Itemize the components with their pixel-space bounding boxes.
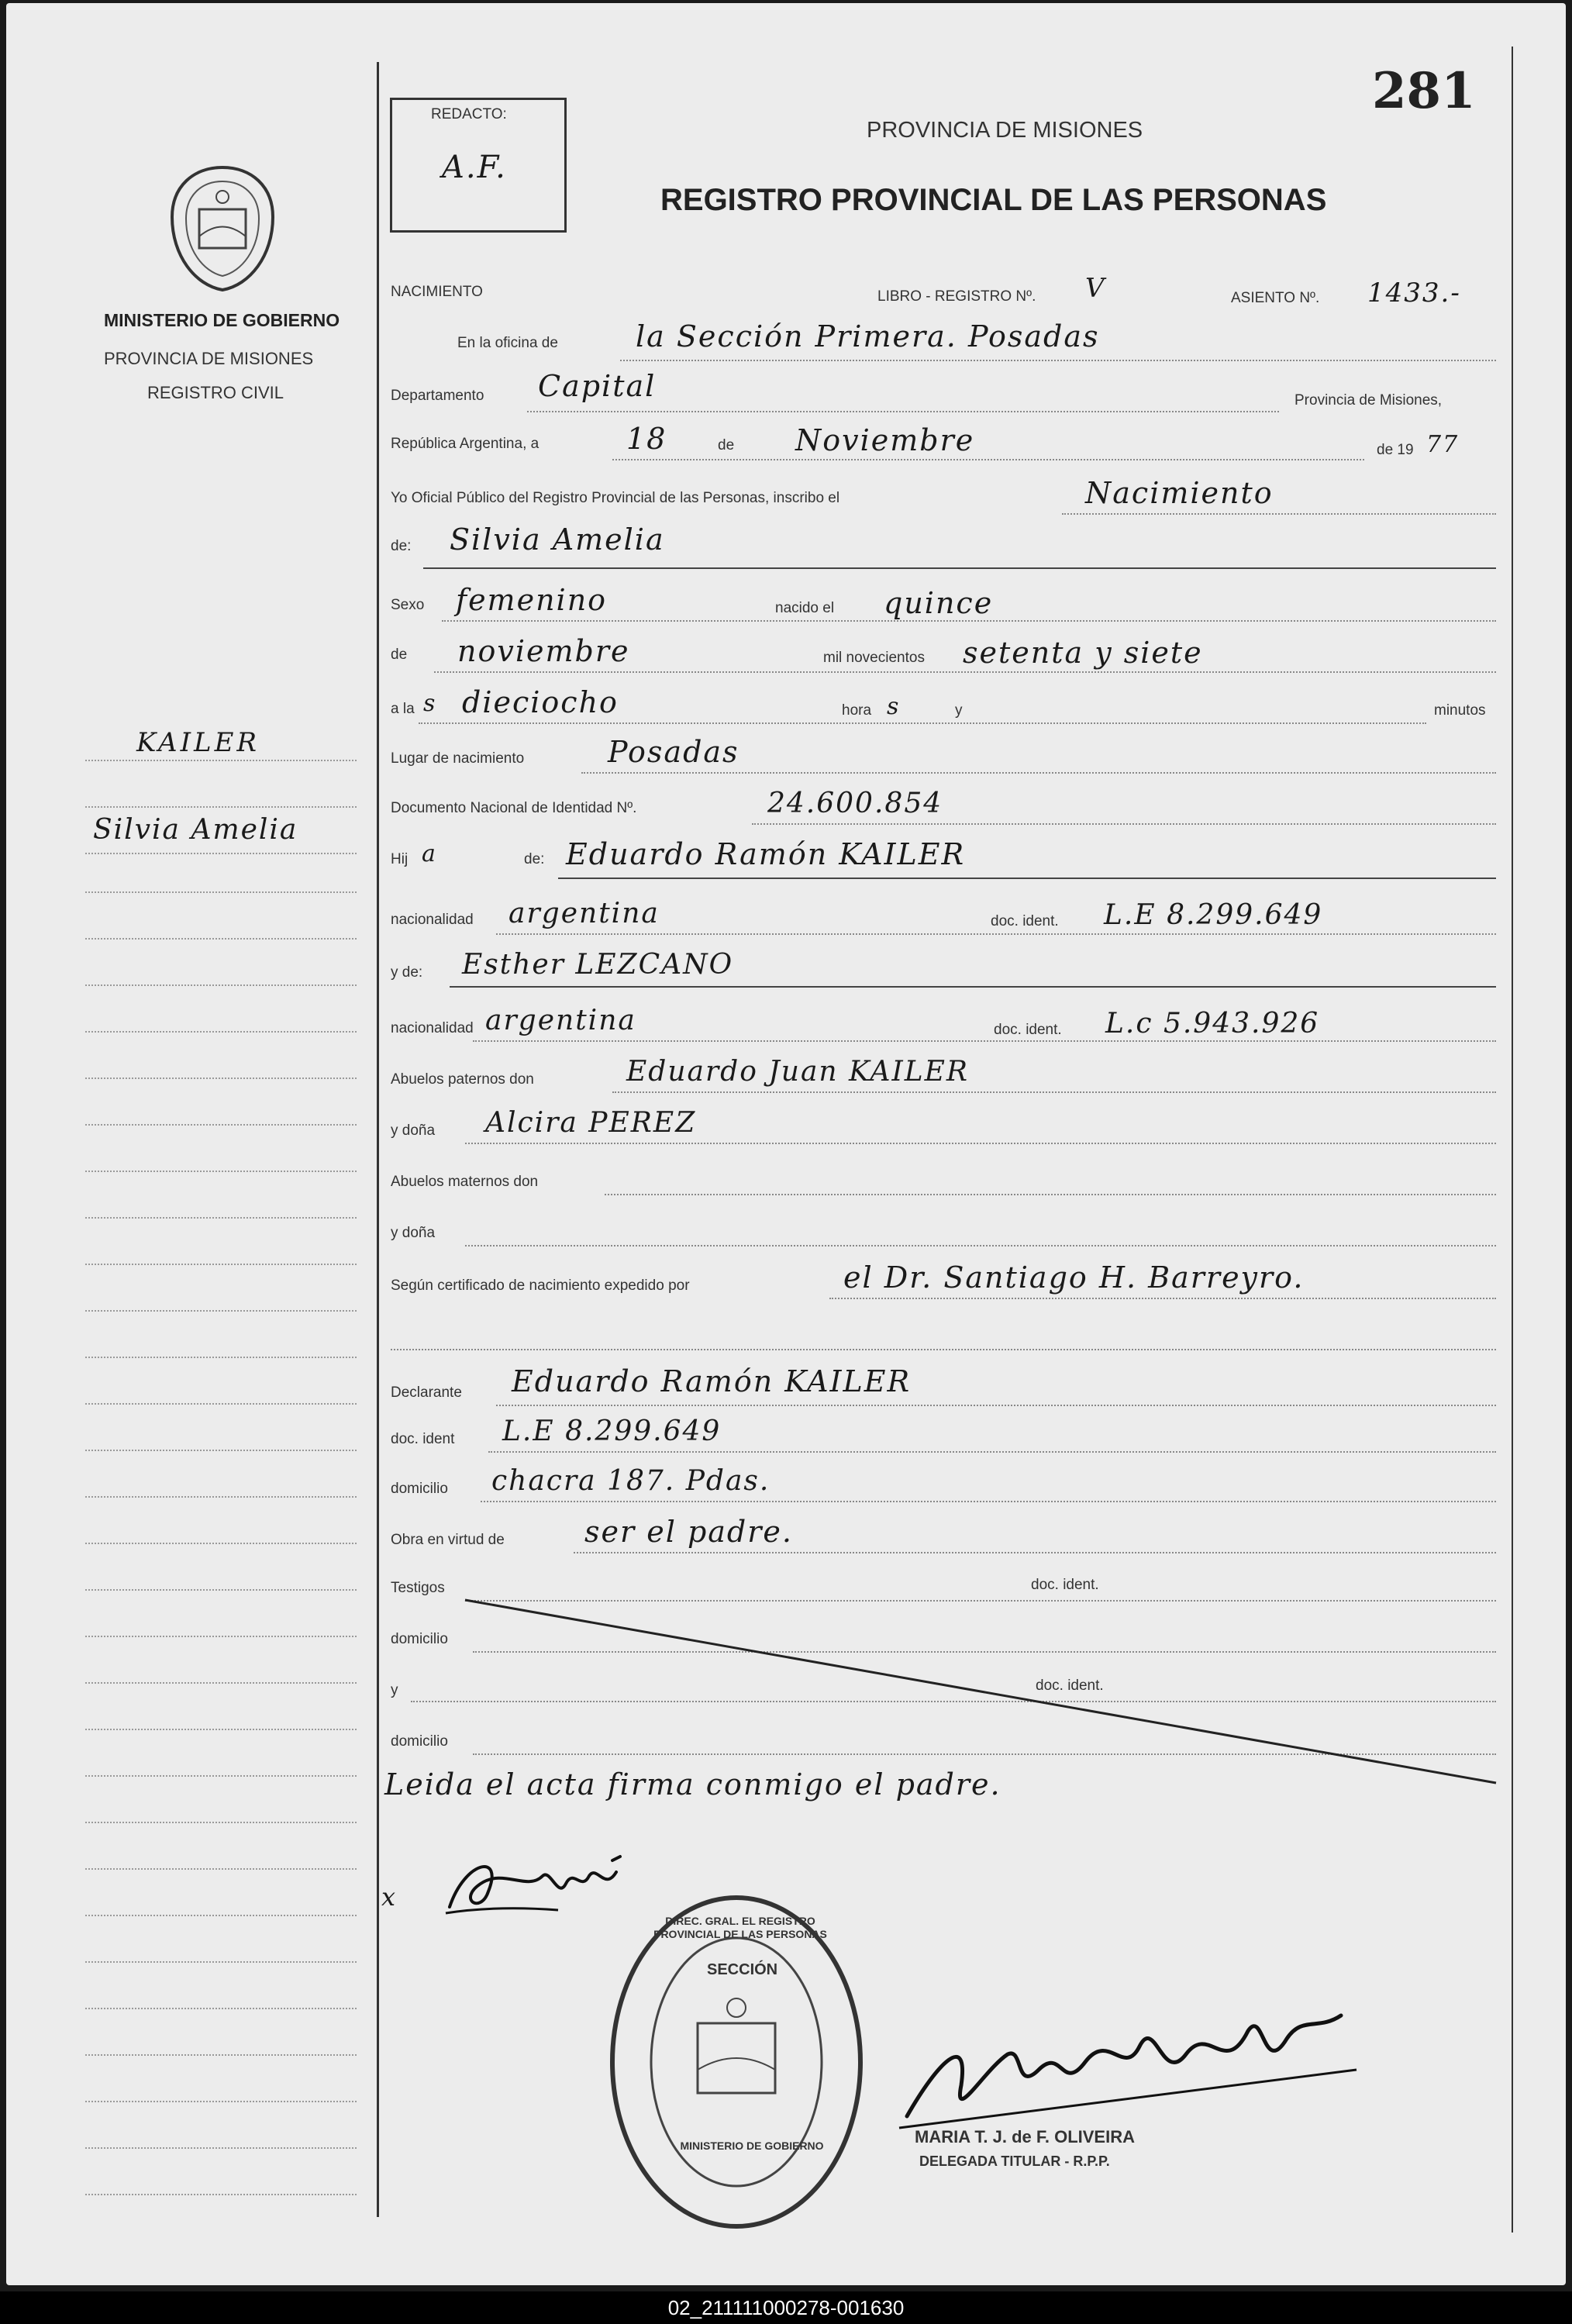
sexo-label: Sexo xyxy=(391,597,425,613)
declarante-value: Eduardo Ramón KAILER xyxy=(512,1364,912,1398)
ministry-line3: REGISTRO CIVIL xyxy=(147,383,284,402)
departamento-label: Departamento xyxy=(391,388,484,404)
header-province: PROVINCIA DE MISIONES xyxy=(867,118,1143,143)
yde-label: y de: xyxy=(391,964,423,981)
margin-line xyxy=(85,1264,357,1265)
hora-value: dieciocho xyxy=(462,685,619,719)
docdecl-line xyxy=(488,1451,1496,1453)
margin-line xyxy=(85,1078,357,1079)
margin-line xyxy=(85,1822,357,1823)
margin-line xyxy=(85,806,357,808)
abuela-p-line xyxy=(465,1143,1496,1144)
dia-value: 18 xyxy=(626,422,667,456)
ministry-line2: PROVINCIA DE MISIONES xyxy=(104,349,314,368)
lugar-label: Lugar de nacimiento xyxy=(391,750,525,767)
margin-line xyxy=(85,1124,357,1126)
doc2-value: L.c 5.943.926 xyxy=(1105,1008,1320,1040)
y2-label: y xyxy=(391,1682,398,1698)
oficina-value: la Sección Primera. Posadas xyxy=(636,319,1100,353)
mil-label: mil novecientos xyxy=(823,650,925,666)
margin-line xyxy=(85,2054,357,2056)
margin-line xyxy=(85,1682,357,1684)
oficial-label: Yo Oficial Público del Registro Provincial de las Personas, inscribo el xyxy=(391,490,840,506)
official-title: DELEGADA TITULAR - R.P.P. xyxy=(919,2153,1110,2169)
nacido-label: nacido el xyxy=(775,600,835,616)
province-seal-emblem xyxy=(164,163,281,295)
testigos-strike-line xyxy=(457,1597,1504,1791)
docdecl-value: L.E 8.299.649 xyxy=(502,1415,722,1447)
margin-given-name: Silvia Amelia xyxy=(93,814,298,846)
margin-line xyxy=(85,1357,357,1358)
nacido-value: quince xyxy=(884,586,994,620)
margin-line xyxy=(85,1496,357,1498)
oficial-line xyxy=(1062,513,1496,515)
mes-nac-line xyxy=(434,671,1496,673)
margin-line xyxy=(85,1543,357,1544)
anio-value: 77 xyxy=(1426,431,1460,458)
redacto-label: REDACTO: xyxy=(431,106,507,122)
testdom2-label: domicilio xyxy=(391,1733,448,1750)
margin-line xyxy=(85,938,357,940)
libro-label: LIBRO - REGISTRO Nº. xyxy=(877,288,1036,305)
ministry-line1: MINISTERIO DE GOBIERNO xyxy=(104,310,340,330)
sexo-line xyxy=(442,620,1496,622)
abuelos-m-label: Abuelos maternos don xyxy=(391,1174,539,1190)
anio-label: de 19 xyxy=(1377,442,1414,458)
margin-line xyxy=(85,2194,357,2195)
provincia-label: Provincia de Misiones, xyxy=(1294,392,1443,409)
ydona2-line xyxy=(465,1245,1496,1246)
margin-line xyxy=(85,760,357,761)
testdoc1-label: doc. ident. xyxy=(1031,1577,1099,1593)
margin-line xyxy=(85,1915,357,1916)
margin-line xyxy=(85,984,357,986)
left-margin-rule xyxy=(377,62,379,2217)
page-number: 281 xyxy=(1372,62,1476,120)
ydona2-label: y doña xyxy=(391,1225,436,1241)
testdoc2-label: doc. ident. xyxy=(1036,1677,1104,1694)
image-id-footer: 02_211111000278-001630 xyxy=(0,2291,1572,2324)
de2-label: de: xyxy=(391,538,412,554)
obra-value: ser el padre. xyxy=(584,1515,793,1549)
madre-line xyxy=(450,986,1496,988)
dni-line xyxy=(752,823,1496,825)
margin-line xyxy=(85,1171,357,1172)
margin-surname: KAILER xyxy=(136,727,260,758)
stamp-inner-text: SECCIÓN xyxy=(707,1961,778,1978)
nac2-label: nacionalidad xyxy=(391,1020,474,1036)
docdecl-label: doc. ident xyxy=(391,1431,455,1447)
margin-line xyxy=(85,1450,357,1451)
padre-line xyxy=(558,878,1496,879)
oficina-label: En la oficina de xyxy=(457,335,558,351)
certificado-line-2 xyxy=(391,1349,1496,1350)
abuelos-m-line xyxy=(605,1194,1496,1195)
official-stamp xyxy=(605,1891,868,2233)
domicilio-value: chacra 187. Pdas. xyxy=(491,1465,770,1497)
doc1-value: L.E 8.299.649 xyxy=(1104,899,1323,931)
margin-line xyxy=(85,1031,357,1033)
margin-line xyxy=(85,1868,357,1870)
domicilio-line xyxy=(481,1501,1496,1502)
hij-label: Hij xyxy=(391,851,409,867)
testigos-label: Testigos xyxy=(391,1580,445,1596)
leida-value: Leida el acta firma conmigo el padre. xyxy=(384,1767,1001,1802)
alas-suffix: s xyxy=(423,690,437,717)
margin-line xyxy=(85,1775,357,1777)
mes-value: Noviembre xyxy=(795,423,975,457)
nac2-value: argentina xyxy=(485,1005,636,1036)
official-signature xyxy=(876,1984,1388,2140)
margin-line xyxy=(85,1729,357,1730)
hora-line xyxy=(419,722,1426,724)
margin-line xyxy=(85,2008,357,2009)
nacimiento-label: NACIMIENTO xyxy=(391,284,483,300)
stamp-ministerio-text: MINISTERIO DE GOBIERNO xyxy=(680,2140,824,2152)
horas-suffix: s xyxy=(887,693,901,720)
libro-value: V xyxy=(1085,273,1106,304)
obra-label: Obra en virtud de xyxy=(391,1532,505,1548)
certificado-value: el Dr. Santiago H. Barreyro. xyxy=(843,1260,1305,1295)
hij-de-label: de: xyxy=(524,851,545,867)
nac1-value: argentina xyxy=(508,898,660,929)
de-label: de xyxy=(718,437,735,453)
declarante-label: Declarante xyxy=(391,1384,462,1401)
nac2-line xyxy=(473,1040,1496,1042)
doc1-label: doc. ident. xyxy=(991,913,1059,929)
departamento-value: Capital xyxy=(538,369,657,403)
oficina-line xyxy=(620,360,1496,361)
margin-line xyxy=(85,1217,357,1219)
declarante-line xyxy=(496,1405,1496,1406)
horas-label: hora xyxy=(842,702,872,719)
hij-suffix: a xyxy=(422,840,437,867)
doc2-label: doc. ident. xyxy=(994,1022,1062,1038)
oficial-value: Nacimiento xyxy=(1085,476,1274,510)
testdom1-label: domicilio xyxy=(391,1631,448,1647)
sexo-value: femenino xyxy=(456,583,608,617)
stamp-outer-text: DIREC. GRAL. EL REGISTRO PROVINCIAL DE LAS PERSONAS xyxy=(653,1915,827,1940)
domicilio-label: domicilio xyxy=(391,1481,448,1497)
republica-line xyxy=(612,459,1364,460)
margin-line xyxy=(85,853,357,854)
redacto-value: A.F. xyxy=(442,150,507,185)
redacto-box xyxy=(390,98,567,233)
margin-line xyxy=(85,1589,357,1591)
de3-label: de xyxy=(391,647,408,663)
margin-line xyxy=(85,1636,357,1637)
padre-value: Eduardo Ramón KAILER xyxy=(566,837,966,871)
republica-label: República Argentina, a xyxy=(391,436,540,452)
margin-line xyxy=(85,2147,357,2149)
nac1-line xyxy=(496,933,1496,935)
departamento-line xyxy=(527,411,1279,412)
asiento-value: 1433.- xyxy=(1367,278,1461,309)
anio-nac-value: setenta y siete xyxy=(963,636,1203,670)
y-label: y xyxy=(955,702,963,719)
abuelos-p-label: Abuelos paternos don xyxy=(391,1071,534,1088)
dni-label: Documento Nacional de Identidad Nº. xyxy=(391,800,637,816)
nombre-value: Silvia Amelia xyxy=(450,522,665,557)
asiento-label: ASIENTO Nº. xyxy=(1231,290,1320,306)
madre-value: Esther LEZCANO xyxy=(462,949,734,981)
margin-line xyxy=(85,1403,357,1405)
mes-nac-value: noviembre xyxy=(457,634,630,668)
nombre-line xyxy=(423,567,1496,569)
nac1-label: nacionalidad xyxy=(391,912,474,928)
x-mark: x xyxy=(381,1882,398,1912)
margin-line xyxy=(85,1961,357,1963)
margin-line xyxy=(85,2101,357,2102)
ydona1-label: y doña xyxy=(391,1122,436,1139)
right-margin-rule xyxy=(1512,47,1513,2233)
header-title: REGISTRO PROVINCIAL DE LAS PERSONAS xyxy=(660,183,1327,217)
official-name: MARIA T. J. de F. OLIVEIRA xyxy=(915,2127,1135,2146)
dni-value: 24.600.854 xyxy=(767,788,943,819)
lugar-line xyxy=(581,772,1496,774)
lugar-value: Posadas xyxy=(608,735,739,769)
abuelos-p-value: Eduardo Juan KAILER xyxy=(626,1056,969,1088)
margin-line xyxy=(85,891,357,893)
abuelos-p-line xyxy=(612,1091,1496,1093)
abuela-p-value: Alcira PEREZ xyxy=(485,1107,697,1139)
margin-line xyxy=(85,1310,357,1312)
certificado-label: Según certificado de nacimiento expedido por xyxy=(391,1278,690,1294)
alas-label: a la xyxy=(391,701,415,717)
minutos-label: minutos xyxy=(1434,702,1486,719)
obra-line xyxy=(574,1552,1496,1553)
certificado-line xyxy=(829,1298,1496,1299)
